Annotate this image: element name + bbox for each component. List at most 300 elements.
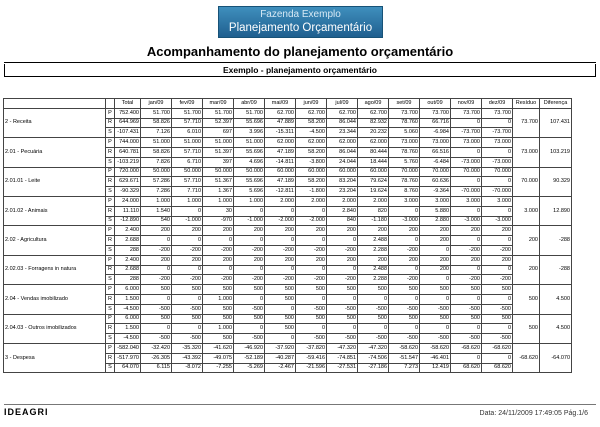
table-row (4, 196, 572, 206)
value-cell: -70.000 (482, 187, 513, 197)
value-cell: 0 (389, 206, 420, 216)
value-cell: -26.305 (141, 353, 172, 363)
value-cell: 2.400 (115, 255, 141, 265)
column-header: Total (115, 99, 141, 109)
table-row (4, 226, 572, 236)
value-cell: 68.620 (482, 363, 513, 373)
account-label: 2.02.03 - Forragens in natura (4, 255, 106, 284)
value-cell: 0 (389, 294, 420, 304)
value-cell: 51.000 (172, 138, 203, 148)
value-cell: -2.000 (265, 216, 296, 226)
value-cell: 0 (203, 236, 234, 246)
value-cell: 73.700 (451, 108, 482, 118)
diferenca-cell: -288 (540, 226, 572, 255)
value-cell: 79.624 (358, 177, 389, 187)
value-cell: 0 (172, 265, 203, 275)
value-cell: 47.889 (265, 118, 296, 128)
value-cell: 60.000 (296, 167, 327, 177)
value-cell: 200 (451, 255, 482, 265)
residuo-cell: -68.620 (513, 343, 540, 372)
value-cell: -74.506 (358, 353, 389, 363)
value-cell: 83.204 (327, 177, 358, 187)
value-cell: 24.044 (327, 157, 358, 167)
value-cell: 288 (115, 275, 141, 285)
value-cell: 500 (358, 285, 389, 295)
value-cell: -1.000 (234, 216, 265, 226)
value-cell: 200 (265, 255, 296, 265)
value-cell: 200 (172, 226, 203, 236)
value-cell: -3.800 (296, 157, 327, 167)
value-cell: 200 (482, 226, 513, 236)
value-cell: 200 (482, 255, 513, 265)
value-cell: -200 (265, 245, 296, 255)
column-header: Diferença (540, 99, 572, 109)
value-cell: 500 (234, 285, 265, 295)
value-cell: 62.000 (327, 138, 358, 148)
value-cell: 70.000 (482, 167, 513, 177)
value-cell: 500 (265, 314, 296, 324)
value-cell: -3.000 (451, 216, 482, 226)
value-cell: 60.000 (327, 167, 358, 177)
value-cell: 0 (327, 236, 358, 246)
value-cell: -500 (358, 334, 389, 344)
row-type: S (106, 363, 115, 373)
value-cell: 6.710 (172, 157, 203, 167)
value-cell: 1.000 (203, 294, 234, 304)
value-cell: -49.075 (203, 353, 234, 363)
residuo-cell: 73.000 (513, 138, 540, 167)
value-cell: 3.000 (451, 196, 482, 206)
row-type: P (106, 343, 115, 353)
value-cell: 80.444 (358, 147, 389, 157)
value-cell: -200 (234, 245, 265, 255)
row-type: P (106, 196, 115, 206)
value-cell: 500 (451, 285, 482, 295)
value-cell: 0 (451, 147, 482, 157)
value-cell: 51.700 (172, 108, 203, 118)
value-cell: 2.688 (115, 265, 141, 275)
value-cell: -500 (451, 334, 482, 344)
value-cell: 200 (141, 226, 172, 236)
value-cell: 70.000 (451, 167, 482, 177)
value-cell: -37.820 (296, 343, 327, 353)
value-cell: -21.596 (296, 363, 327, 373)
value-cell: 0 (389, 236, 420, 246)
value-cell: 51.000 (203, 138, 234, 148)
value-cell: -500 (451, 304, 482, 314)
value-cell: 51.000 (234, 138, 265, 148)
value-cell: 0 (234, 206, 265, 216)
value-cell: -70.000 (451, 187, 482, 197)
value-cell: -3.000 (482, 216, 513, 226)
value-cell: -517.970 (115, 353, 141, 363)
value-cell: -4.500 (115, 304, 141, 314)
value-cell: -1.800 (296, 187, 327, 197)
value-cell: 0 (420, 294, 451, 304)
value-cell: -200 (265, 275, 296, 285)
value-cell: 1.540 (141, 206, 172, 216)
value-cell: 62.000 (296, 138, 327, 148)
column-header: mai/09 (265, 99, 296, 109)
row-type: P (106, 314, 115, 324)
value-cell: 1.000 (141, 196, 172, 206)
value-cell: 55.696 (234, 147, 265, 157)
value-cell: 500 (482, 285, 513, 295)
value-cell: 0 (265, 206, 296, 216)
brand-name: IDEAGRI (4, 407, 49, 417)
value-cell: 12.419 (420, 363, 451, 373)
row-type: P (106, 138, 115, 148)
value-cell: 0 (358, 294, 389, 304)
residuo-cell: 500 (513, 314, 540, 343)
value-cell: -32.420 (141, 343, 172, 353)
value-cell: -7.255 (203, 363, 234, 373)
value-cell: -40.287 (265, 353, 296, 363)
value-cell: -46.401 (420, 353, 451, 363)
value-cell: 500 (172, 314, 203, 324)
value-cell: 0 (141, 236, 172, 246)
value-cell: 200 (451, 226, 482, 236)
value-cell: -43.392 (172, 353, 203, 363)
value-cell: -73.000 (482, 157, 513, 167)
value-cell: 820 (358, 206, 389, 216)
value-cell: 60.000 (358, 167, 389, 177)
value-cell: 66.716 (420, 118, 451, 128)
value-cell: 62.700 (296, 108, 327, 118)
row-type: S (106, 334, 115, 344)
value-cell: -9.364 (420, 187, 451, 197)
report-title: Acompanhamento do planejamento orçamentário (146, 44, 454, 59)
value-cell: -12.890 (115, 216, 141, 226)
value-cell: 2.488 (358, 236, 389, 246)
value-cell: -500 (482, 304, 513, 314)
value-cell: 0 (451, 177, 482, 187)
value-cell: -200 (327, 245, 358, 255)
value-cell: -3.000 (389, 216, 420, 226)
value-cell: 3.000 (482, 196, 513, 206)
value-cell: 7.286 (141, 187, 172, 197)
diferenca-cell: 12.890 (540, 196, 572, 225)
value-cell: 200 (327, 226, 358, 236)
value-cell: 200 (234, 226, 265, 236)
value-cell: 86.044 (327, 118, 358, 128)
residuo-cell: 73.700 (513, 108, 540, 137)
value-cell: 55.696 (234, 177, 265, 187)
value-cell: 0 (451, 206, 482, 216)
value-cell: 200 (420, 265, 451, 275)
value-cell: -46.920 (234, 343, 265, 353)
value-cell: 500 (265, 285, 296, 295)
value-cell: -200 (203, 245, 234, 255)
value-cell: 200 (327, 255, 358, 265)
value-cell: 1.000 (203, 324, 234, 334)
value-cell: -6.984 (420, 128, 451, 138)
print-info: Data: 24/11/2009 17:49:05 Pág.1/6 (479, 410, 588, 417)
value-cell: -500 (389, 304, 420, 314)
column-header: abr/09 (234, 99, 265, 109)
value-cell: 0 (172, 324, 203, 334)
residuo-cell: 200 (513, 226, 540, 255)
value-cell: -500 (172, 334, 203, 344)
value-cell: 60.636 (420, 177, 451, 187)
value-cell: 500 (265, 324, 296, 334)
value-cell: 73.000 (420, 138, 451, 148)
value-cell: -500 (420, 304, 451, 314)
value-cell: -200 (389, 275, 420, 285)
residuo-cell: 200 (513, 255, 540, 284)
table-row (4, 255, 572, 265)
value-cell: 0 (265, 334, 296, 344)
value-cell: 20.232 (358, 128, 389, 138)
value-cell: -200 (234, 275, 265, 285)
value-cell: 5.060 (389, 128, 420, 138)
value-cell: 0 (420, 275, 451, 285)
value-cell: -2.467 (265, 363, 296, 373)
value-cell: 200 (389, 226, 420, 236)
value-cell: 23.344 (327, 128, 358, 138)
value-cell: 0 (482, 206, 513, 216)
account-label: 2.04.03 - Outros imobilizados (4, 314, 106, 343)
value-cell: 11.110 (115, 206, 141, 216)
value-cell: -500 (141, 334, 172, 344)
value-cell: 500 (389, 285, 420, 295)
company-logo (218, 6, 383, 38)
value-cell: 62.700 (358, 108, 389, 118)
value-cell: 0 (327, 265, 358, 275)
value-cell: 57.710 (172, 177, 203, 187)
value-cell: -74.851 (327, 353, 358, 363)
row-type: R (106, 118, 115, 128)
value-cell: 66.516 (420, 147, 451, 157)
value-cell: 57.710 (172, 147, 203, 157)
value-cell: -58.620 (420, 343, 451, 353)
value-cell: -200 (172, 275, 203, 285)
value-cell: -68.620 (482, 343, 513, 353)
value-cell: 0 (451, 236, 482, 246)
value-cell: 500 (203, 314, 234, 324)
value-cell: 78.760 (389, 177, 420, 187)
value-cell: -15.311 (265, 128, 296, 138)
table-row (4, 314, 572, 324)
value-cell: 7.126 (141, 128, 172, 138)
report-subtitle: Exemplo - planejamento orçamentário (4, 64, 596, 77)
value-cell: -200 (451, 245, 482, 255)
value-cell: 51.700 (141, 108, 172, 118)
value-cell: 1.500 (115, 294, 141, 304)
value-cell: 7.273 (389, 363, 420, 373)
value-cell: 0 (172, 206, 203, 216)
value-cell: 1.000 (172, 196, 203, 206)
value-cell: 500 (389, 314, 420, 324)
value-cell: 0 (265, 236, 296, 246)
value-cell: -27.186 (358, 363, 389, 373)
value-cell: 0 (327, 324, 358, 334)
row-type: R (106, 206, 115, 216)
value-cell: -200 (203, 275, 234, 285)
value-cell: 500 (296, 314, 327, 324)
row-type: S (106, 216, 115, 226)
value-cell: 0 (172, 294, 203, 304)
value-cell: 78.760 (389, 118, 420, 128)
value-cell: -500 (141, 304, 172, 314)
value-cell: 51.700 (234, 108, 265, 118)
value-cell: -47.320 (358, 343, 389, 353)
row-type: R (106, 147, 115, 157)
value-cell: 200 (358, 255, 389, 265)
value-cell: 0 (296, 324, 327, 334)
account-label: 2.01.01 - Leite (4, 167, 106, 196)
column-header: set/09 (389, 99, 420, 109)
value-cell: -90.329 (115, 187, 141, 197)
table-row (4, 138, 572, 148)
value-cell: 500 (296, 285, 327, 295)
value-cell: -500 (327, 304, 358, 314)
value-cell: 4.696 (234, 157, 265, 167)
value-cell: 500 (327, 314, 358, 324)
residuo-cell: 500 (513, 285, 540, 314)
value-cell: -5.269 (234, 363, 265, 373)
value-cell: 697 (203, 128, 234, 138)
logo-line-1: Fazenda Exemplo (260, 9, 341, 20)
table-row (4, 167, 572, 177)
value-cell: -27.531 (327, 363, 358, 373)
row-type: R (106, 353, 115, 363)
value-cell: 0 (265, 304, 296, 314)
value-cell: 200 (203, 255, 234, 265)
value-cell: 2.400 (115, 226, 141, 236)
value-cell: 57.710 (172, 118, 203, 128)
footer-divider (4, 404, 596, 405)
value-cell: 0 (482, 118, 513, 128)
value-cell: 58.200 (296, 147, 327, 157)
value-cell: -200 (172, 245, 203, 255)
value-cell: 200 (203, 226, 234, 236)
row-type: R (106, 324, 115, 334)
value-cell: -200 (482, 275, 513, 285)
row-type: S (106, 304, 115, 314)
value-cell: 540 (141, 216, 172, 226)
row-type: P (106, 167, 115, 177)
value-cell: 62.700 (265, 108, 296, 118)
value-cell: 200 (389, 255, 420, 265)
value-cell: 0 (482, 147, 513, 157)
value-cell: -103.219 (115, 157, 141, 167)
value-cell: -73.000 (451, 157, 482, 167)
value-cell: 6.010 (172, 128, 203, 138)
value-cell: 1.000 (203, 196, 234, 206)
account-label: 2.02 - Agricultura (4, 226, 106, 255)
logo-line-2: Planejamento Orçamentário (228, 22, 373, 34)
value-cell: 200 (420, 236, 451, 246)
value-cell: 58.200 (296, 177, 327, 187)
value-cell: -73.700 (451, 128, 482, 138)
value-cell: 6.115 (141, 363, 172, 373)
value-cell: 0 (296, 265, 327, 275)
value-cell: 5.696 (234, 187, 265, 197)
value-cell: -41.620 (203, 343, 234, 353)
value-cell: 629.671 (115, 177, 141, 187)
table-row (4, 285, 572, 295)
value-cell: -6.484 (420, 157, 451, 167)
value-cell: 58.200 (296, 118, 327, 128)
value-cell: 0 (451, 265, 482, 275)
value-cell: -52.189 (234, 353, 265, 363)
value-cell: -35.320 (172, 343, 203, 353)
value-cell: 2.488 (358, 265, 389, 275)
row-type: S (106, 245, 115, 255)
row-type: R (106, 177, 115, 187)
value-cell: -200 (296, 245, 327, 255)
value-cell: 3.996 (234, 128, 265, 138)
row-type: S (106, 157, 115, 167)
value-cell: -500 (234, 334, 265, 344)
diferenca-cell: -288 (540, 255, 572, 284)
value-cell: -73.700 (482, 128, 513, 138)
value-cell: 500 (420, 285, 451, 295)
value-cell: 47.189 (265, 177, 296, 187)
row-type: P (106, 255, 115, 265)
value-cell: -500 (172, 304, 203, 314)
value-cell: 73.700 (482, 108, 513, 118)
value-cell: 0 (420, 324, 451, 334)
value-cell: 840 (327, 216, 358, 226)
value-cell: 2.288 (358, 275, 389, 285)
diferenca-cell: 103.219 (540, 138, 572, 167)
value-cell: -58.620 (389, 343, 420, 353)
value-cell: 73.000 (389, 138, 420, 148)
value-cell: -51.547 (389, 353, 420, 363)
value-cell: 200 (296, 226, 327, 236)
value-cell: -500 (420, 334, 451, 344)
value-cell: 62.000 (265, 138, 296, 148)
account-label: 2.01 - Pecuária (4, 138, 106, 167)
value-cell: 0 (482, 265, 513, 275)
value-cell: 744.000 (115, 138, 141, 148)
value-cell: -107.431 (115, 128, 141, 138)
account-label: 2.04 - Vendas imobilizado (4, 285, 106, 314)
value-cell: 0 (389, 265, 420, 275)
value-cell: 0 (482, 177, 513, 187)
value-cell: 0 (451, 294, 482, 304)
value-cell: -2.000 (296, 216, 327, 226)
value-cell: 51.700 (203, 108, 234, 118)
value-cell: -4.500 (296, 128, 327, 138)
value-cell: 0 (296, 294, 327, 304)
value-cell: 70.000 (420, 167, 451, 177)
value-cell: 2.000 (358, 196, 389, 206)
value-cell: 200 (141, 255, 172, 265)
row-type: S (106, 275, 115, 285)
value-cell: 0 (420, 245, 451, 255)
value-cell: 0 (141, 265, 172, 275)
value-cell: 0 (234, 324, 265, 334)
diferenca-cell: 4.500 (540, 285, 572, 314)
column-header: mar/09 (203, 99, 234, 109)
row-type: P (106, 285, 115, 295)
value-cell: 62.700 (327, 108, 358, 118)
value-cell: 500 (234, 314, 265, 324)
value-cell: 0 (358, 324, 389, 334)
column-header (4, 99, 106, 109)
value-cell: 0 (482, 294, 513, 304)
value-cell: 0 (234, 265, 265, 275)
value-cell: 23.204 (327, 187, 358, 197)
column-header: out/09 (420, 99, 451, 109)
value-cell: -500 (358, 304, 389, 314)
value-cell: 200 (234, 255, 265, 265)
account-label: 3 - Despesa (4, 343, 106, 372)
value-cell: 5.760 (389, 157, 420, 167)
